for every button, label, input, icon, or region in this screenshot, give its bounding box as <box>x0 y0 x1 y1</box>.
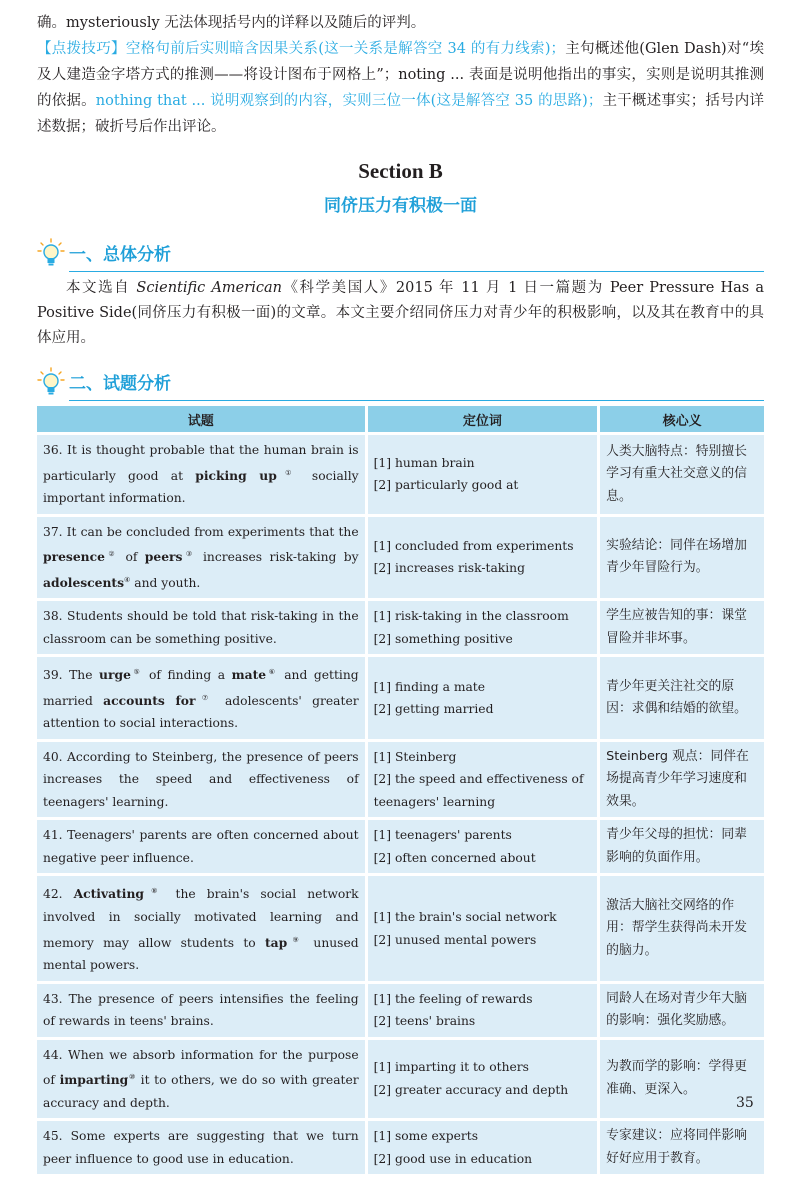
footnote-mark: ⑥ <box>266 668 278 677</box>
question-text: 42. <box>43 887 74 902</box>
overall-text-1: 本文选自 <box>66 280 137 296</box>
question-text: unused mental powers. <box>43 935 359 973</box>
question-text: and getting married <box>43 668 359 708</box>
keyword-line: [2] good use in education <box>373 1151 533 1166</box>
question-text: socially important information. <box>43 468 359 506</box>
highlighted-word: presence <box>43 549 105 565</box>
question-text: of <box>118 550 145 565</box>
tip-plain-1: 主句概述他(Glen Dash)对“埃及人建造金字塔方式的推测——将设计图布于网格上”；noting ... 表面是说明他指出的事实，实则是说明其推测的依据。 <box>37 41 765 109</box>
meaning-cell: 青少年更关注社交的原因：求偶和结婚的欲望。 <box>600 657 764 739</box>
overall-paragraph <box>37 276 764 351</box>
tip-plain-2: 主干概述事实；括号内详述数据；破折号后作出评论。 <box>37 93 765 135</box>
tip-paragraph <box>37 36 764 140</box>
keywords-cell <box>368 742 598 818</box>
question-cell <box>37 517 365 599</box>
meaning-cell: 专家建议：应将同伴影响好好应用于教育。 <box>600 1121 764 1174</box>
highlighted-word: peers <box>144 549 183 565</box>
meaning-cell: 学生应被告知的事：课堂冒险并非坏事。 <box>600 601 764 654</box>
section-title: Section B <box>358 159 443 183</box>
tip-cyan-1: 空格句前后实则暗含因果关系(这一关系是解答空 34 的有力线索)； <box>125 41 565 57</box>
question-text: increases risk-taking by <box>195 550 359 565</box>
question-cell <box>37 601 365 654</box>
keyword-line: [1] teenagers' parents <box>373 828 512 843</box>
question-cell <box>37 742 365 818</box>
overall-heading-block <box>37 236 764 272</box>
heading-underline <box>69 271 764 272</box>
highlighted-word: picking up <box>195 467 277 483</box>
highlighted-word: mate <box>231 667 267 683</box>
keyword-line: [2] getting married <box>373 702 494 717</box>
lightbulb-icon <box>37 238 65 268</box>
meaning-cell: 为教而学的影响：学得更准确、更深入。 <box>600 1040 764 1119</box>
analysis-table <box>34 403 767 1177</box>
keywords-cell <box>368 1121 598 1174</box>
meaning-cell: 实验结论：同伴在场增加青少年冒险行为。 <box>600 517 764 599</box>
meaning-cell: 激活大脑社交网络的作用：帮学生获得尚未开发的脑力。 <box>600 876 764 980</box>
page-number: 35 <box>736 1095 754 1111</box>
question-text: 40. According to Steinberg, the presence of peers increases the speed and effectiveness of teenagers' learning. <box>43 749 359 809</box>
keywords-cell <box>368 601 598 654</box>
meaning-cell: 青少年父母的担忧：同辈影响的负面作用。 <box>600 820 764 873</box>
question-text: adolescents' greater attention to social interactions. <box>43 693 359 731</box>
keywords-cell <box>368 1040 598 1119</box>
keyword-line: [2] unused mental powers <box>373 932 537 947</box>
header-question: 试题 <box>37 406 365 432</box>
keyword-line: [2] something positive <box>373 631 513 646</box>
table-row <box>37 517 764 599</box>
keyword-line: [2] the speed and effectiveness of teenagers' learning <box>373 772 584 809</box>
keyword-line: [2] often concerned about <box>373 850 536 865</box>
header-meaning: 核心义 <box>600 406 764 432</box>
keywords-cell <box>368 435 598 514</box>
question-text: 37. It can be concluded from experiments that the <box>43 524 359 539</box>
keyword-line: [1] concluded from experiments <box>373 538 574 553</box>
meaning-cell: 人类大脑特点：特别擅长学习有重大社交意义的信息。 <box>600 435 764 514</box>
footnote-mark: ⑦ <box>195 693 215 702</box>
question-text: 36. It is thought probable that the human brain is particularly good at <box>43 443 359 483</box>
highlighted-word: accounts for <box>103 692 196 708</box>
footnote-mark: ⑩ <box>128 1073 136 1082</box>
question-text: of finding a <box>142 668 232 683</box>
header-keywords: 定位词 <box>368 406 598 432</box>
analysis-heading: 二、试题分析 <box>69 374 171 394</box>
question-cell <box>37 820 365 873</box>
table-row <box>37 1121 764 1174</box>
analysis-heading-block <box>37 365 764 401</box>
question-cell <box>37 435 365 514</box>
keywords-cell <box>368 820 598 873</box>
keyword-line: [2] teens' brains <box>373 1014 476 1029</box>
question-text: 44. When we absorb information for the purpose of <box>43 1047 359 1088</box>
highlighted-word: urge <box>99 667 131 683</box>
question-cell <box>37 657 365 739</box>
footnote-mark: ⑧ <box>143 887 165 896</box>
footnote-mark: ② <box>104 550 119 559</box>
table-row <box>37 742 764 818</box>
question-cell <box>37 876 365 980</box>
keyword-line: [2] increases risk-taking <box>373 561 525 576</box>
question-text: it to others, we do so with greater accuracy and depth. <box>43 1073 359 1110</box>
intro-line: 确。mysteriously 无法体现括号内的详释以及随后的评判。 <box>37 15 426 31</box>
question-text: the brain's social network involved in socially motivated learning and memory may allow students to <box>43 887 359 950</box>
keyword-line: [1] the feeling of rewards <box>373 991 533 1006</box>
table-row <box>37 984 764 1037</box>
highlighted-word: adolescents <box>43 574 125 590</box>
keywords-cell <box>368 876 598 980</box>
table-row <box>37 601 764 654</box>
table-row <box>37 1040 764 1119</box>
question-cell <box>37 984 365 1037</box>
overall-text-2: 《科学美国人》2015 年 11 月 1 日一篇题为 Peer Pressure Has a Positive Side(同侪压力有积极一面)的文章。本文主要介绍同侪压力对青少年的积极影响，以及其在教育中的具体应用。 <box>37 280 765 346</box>
keyword-line: [1] risk-taking in the classroom <box>373 609 569 624</box>
section-subtitle: 同侪压力有积极一面 <box>324 196 477 216</box>
table-row <box>37 657 764 739</box>
keyword-line: [2] greater accuracy and depth <box>373 1082 569 1097</box>
question-text: 38. Students should be told that risk-taking in the classroom can be something positive. <box>43 609 359 646</box>
footnote-mark: ⑤ <box>130 668 143 677</box>
tip-cyan-2: nothing that ... 说明观察到的内容，实则三位一体(这是解答空 35 的思路)； <box>95 93 603 109</box>
footnote-mark: ⑨ <box>287 935 305 944</box>
table-header-row <box>37 406 764 432</box>
question-text: 39. The <box>43 668 100 683</box>
meaning-cell: Steinberg 观点：同伴在场提高青少年学习速度和效果。 <box>600 742 764 818</box>
lightbulb-icon <box>37 367 65 397</box>
table-row <box>37 820 764 873</box>
footnote-mark: ① <box>276 468 300 477</box>
keyword-line: [1] Steinberg <box>373 749 457 764</box>
question-text: 43. The presence of peers intensifies the feeling of rewards in teens' brains. <box>43 991 359 1029</box>
highlighted-word: Activating <box>73 886 144 902</box>
table-row <box>37 876 764 980</box>
keyword-line: [1] imparting it to others <box>373 1060 529 1075</box>
question-text: and youth. <box>130 575 201 590</box>
overall-heading: 一、总体分析 <box>69 245 171 265</box>
tip-label: 【点拨技巧】 <box>37 41 126 57</box>
keyword-line: [1] finding a mate <box>373 679 486 694</box>
highlighted-word: imparting <box>59 1072 129 1088</box>
keywords-cell <box>368 984 598 1037</box>
footnote-mark: ④ <box>124 575 131 584</box>
source-title: Scientific American <box>136 280 282 296</box>
question-cell <box>37 1040 365 1119</box>
highlighted-word: tap <box>264 934 288 950</box>
table-row <box>37 435 764 514</box>
keywords-cell <box>368 517 598 599</box>
heading-underline <box>69 400 764 401</box>
keywords-cell <box>368 657 598 739</box>
footnote-mark: ③ <box>182 550 196 559</box>
question-text: 45. Some experts are suggesting that we turn peer influence to good use in education. <box>43 1129 359 1166</box>
keyword-line: [1] the brain's social network <box>373 910 557 925</box>
meaning-cell: 同龄人在场对青少年大脑的影响：强化奖励感。 <box>600 984 764 1037</box>
keyword-line: [2] particularly good at <box>373 478 519 493</box>
page <box>37 0 764 1177</box>
question-text: 41. Teenagers' parents are often concerned about negative peer influence. <box>43 828 359 865</box>
keyword-line: [1] some experts <box>373 1129 479 1144</box>
question-cell <box>37 1121 365 1174</box>
keyword-line: [1] human brain <box>373 455 475 470</box>
